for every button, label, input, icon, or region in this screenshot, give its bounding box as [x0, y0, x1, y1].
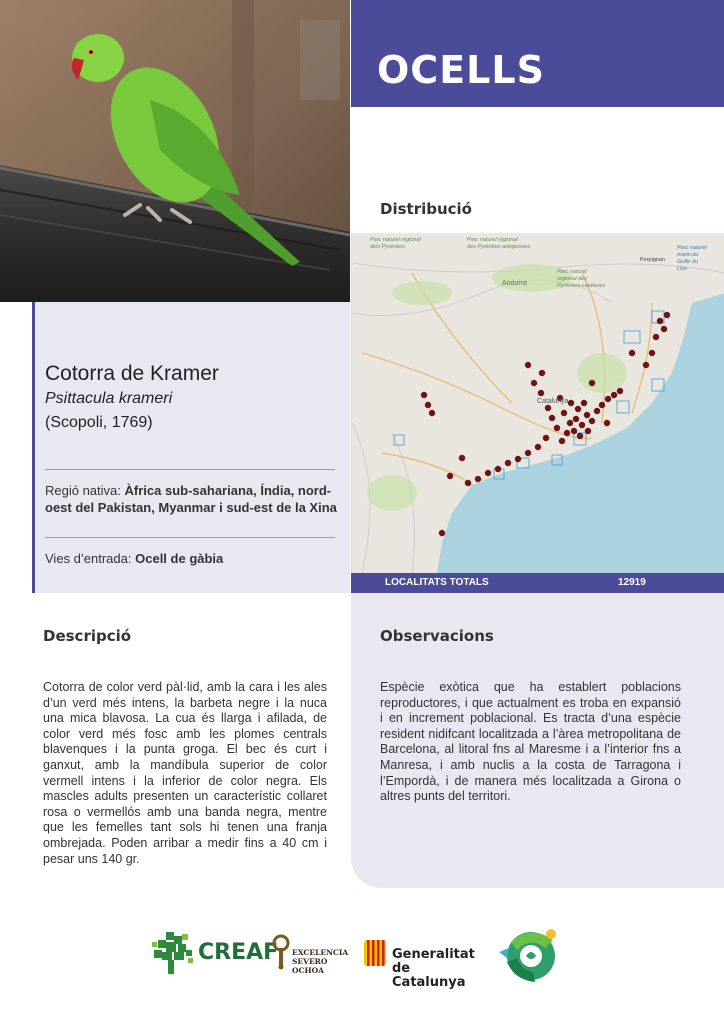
creaf-tree-icon [152, 932, 196, 976]
generalitat-line: de Catalunya [392, 961, 466, 990]
svg-text:Parc naturel: Parc naturel [557, 269, 587, 275]
description-text: Cotorra de color verd pàl·lid, amb la cara i les ales d’un verd més intens, la barbeta negre i la nuca una mica blavosa. La cua és llarga i afilada, de color verd més fosc amb les plomes centrals blavenques i la punta groga. El bec és curt i ganxut, amb la mandíbula superior de color vermell intens i la inferior de color negra. Els mascles adults presenten un característic collaret rosa o vermellós amb una banda negra, mentre que les femelles tant sols hi tenen una franja ombrejada. Poden arribar a medir fins a 40 cm i pesar uns 140 gr. [43, 680, 327, 866]
species-author: (Scopoli, 1769) [45, 414, 153, 431]
svg-text:dels Pyrénées: dels Pyrénées [370, 244, 405, 250]
svg-text:Pyrénées catalanes: Pyrénées catalanes [557, 283, 606, 289]
generalitat-text [392, 948, 482, 990]
severo-ochoa-line: EXCELENCIA [292, 948, 349, 957]
svg-text:Parc naturel: Parc naturel [677, 245, 707, 251]
svg-text:Golfe du: Golfe du [677, 259, 698, 265]
creaf-wordmark: CREAF [198, 940, 279, 965]
description-title: Descripció [43, 627, 132, 645]
entry-pathway-value: Ocell de gàbia [135, 551, 224, 566]
severo-ochoa-text [292, 948, 348, 975]
scientific-name: Psittacula krameri [45, 390, 173, 407]
page-title: OCELLS [377, 48, 545, 92]
divider [45, 469, 335, 470]
observations-title: Observacions [380, 627, 494, 645]
native-region-label: Regió nativa: [45, 483, 121, 498]
entry-pathway [45, 551, 223, 566]
svg-text:régional des: régional des [557, 276, 587, 282]
severo-ochoa-icon [272, 934, 290, 970]
svg-text:Parc naturel régional: Parc naturel régional [370, 237, 421, 243]
total-localities-label: LOCALITATS TOTALS [385, 577, 489, 588]
generalitat-line: Generalitat [392, 947, 475, 962]
distribution-map [351, 233, 724, 573]
entry-pathway-label: Vies d’entrada: [45, 551, 132, 566]
svg-text:Lion: Lion [677, 266, 688, 272]
svg-text:Catalunya: Catalunya [537, 398, 569, 405]
native-region-value: Àfrica sub-sahariana, Índia, nord-oest del Pakistan, Myanmar i sud-est de la Xina [45, 483, 337, 515]
svg-text:Andorra: Andorra [502, 280, 527, 287]
native-region [45, 482, 337, 516]
catalan-flag-icon [364, 940, 386, 966]
severo-ochoa-line: OCHOA [292, 966, 324, 975]
observations-text: Espècie exòtica que ha establert poblacions reproductores, i que actualment es troba en expansió i en increment poblacional. Es tracta d’una espècie resident nidifcant localitzada a l’àrea metropolitana de Barcelona, al litoral fns al Maresme i a l’interior fns a Manresa, i amb nuclis a la costa de Tarragona i l’Empordà, i de manera més localitzada a Girona o altres punts del territori. [380, 680, 681, 804]
distribution-title: Distribució [380, 200, 472, 218]
svg-text:des Pyrénées ariégeoises: des Pyrénées ariégeoises [467, 244, 531, 250]
logos-row [150, 922, 580, 992]
svg-text:marin du: marin du [677, 252, 699, 258]
species-photo [0, 0, 350, 302]
creaf-logo [150, 922, 279, 982]
severo-ochoa-line: SEVERO [292, 957, 328, 966]
svg-text:Parc naturel régional: Parc naturel régional [467, 237, 518, 243]
exocat-logo [495, 922, 570, 988]
total-localities-value: 12919 [618, 577, 646, 588]
generalitat-logo [362, 930, 482, 990]
header-band [351, 0, 724, 107]
common-name: Cotorra de Kramer [45, 362, 219, 385]
severo-ochoa-logo [272, 930, 352, 980]
totals-bar [351, 573, 724, 593]
species-info-panel [32, 302, 350, 593]
svg-text:Perpignan: Perpignan [640, 257, 666, 263]
divider [45, 537, 335, 538]
exocat-emblem-icon [495, 922, 567, 986]
